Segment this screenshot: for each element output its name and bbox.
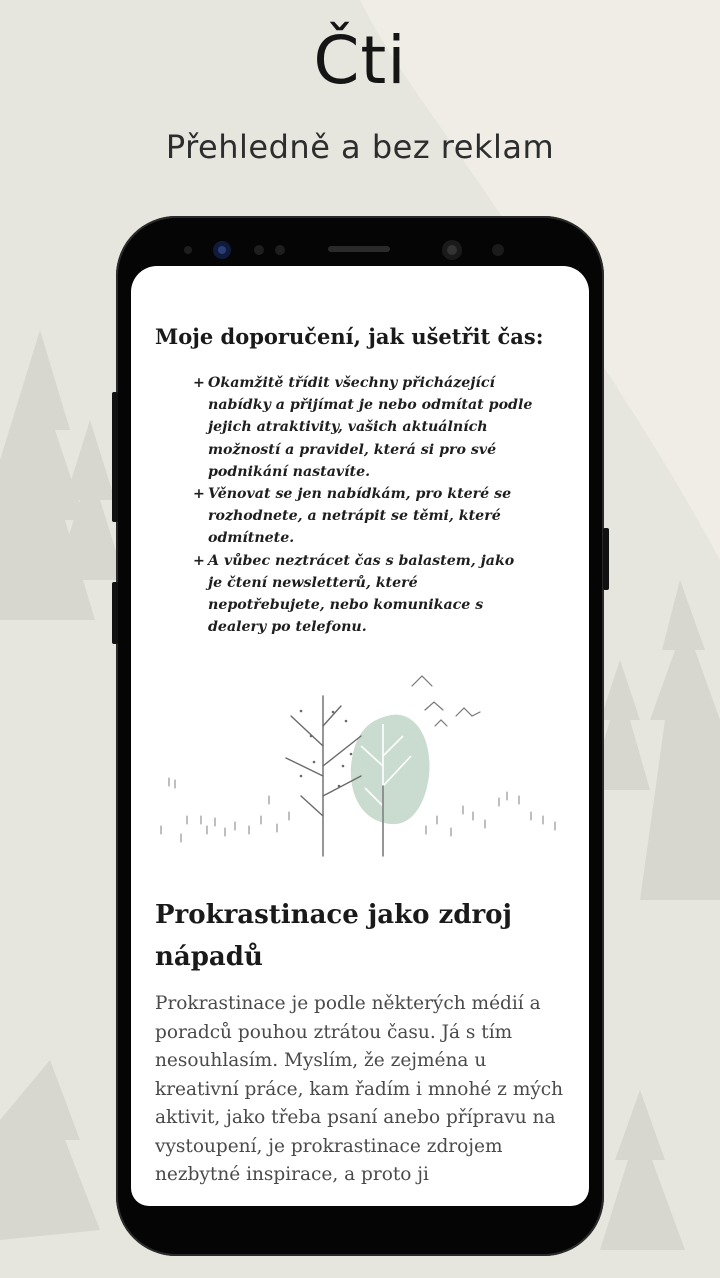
bullet-text: A vůbec neztrácet čas s balastem, jako je čtení newsletterů, které nepotřebujete, nebo komunikace s dealery po telefonu. [208, 552, 515, 636]
bullet-marker: + [193, 486, 205, 503]
list-item [193, 550, 533, 639]
list-item [193, 483, 533, 550]
power-button [603, 528, 609, 590]
bullet-marker: + [193, 552, 205, 569]
phone-screen[interactable] [131, 266, 589, 1206]
trees-illustration [151, 666, 571, 866]
section-body: Prokrastinace je podle některých médií a poradců pouhou ztrátou času. Já s tím nesouhlasím. Myslím, že zejména u kreativní práce, kam řadím i mnohé z mých aktivit, jako třeba psaní anebo přípravu na vystoupení, je prokrastinace zdrojem nezbytné inspirace, a proto ji [155, 993, 564, 1185]
volume-button [112, 392, 118, 522]
page-subheadline: Přehledně a bez reklam [165, 128, 555, 166]
bullet-text: Okamžitě třídit všechny přicházející nabídky a přijímat je nebo odmítat podle jejich atraktivity, vašich aktuálních možností a pravidel, která si pro své podnikání nastavíte. [208, 375, 533, 480]
page-headline: Čti [313, 22, 407, 99]
bullet-text: Věnovat se jen nabídkám, pro které se rozhodnete, a netrápit se těmi, které odmítnete. [208, 486, 512, 547]
list-item [193, 372, 533, 483]
recommendation-title: Moje doporučení, jak ušetřit čas: [155, 324, 544, 349]
section-title: Prokrastinace jako zdroj nápadů [155, 900, 512, 972]
bixby-button [112, 582, 118, 644]
recommendation-list [193, 372, 533, 638]
bullet-marker: + [193, 375, 205, 391]
